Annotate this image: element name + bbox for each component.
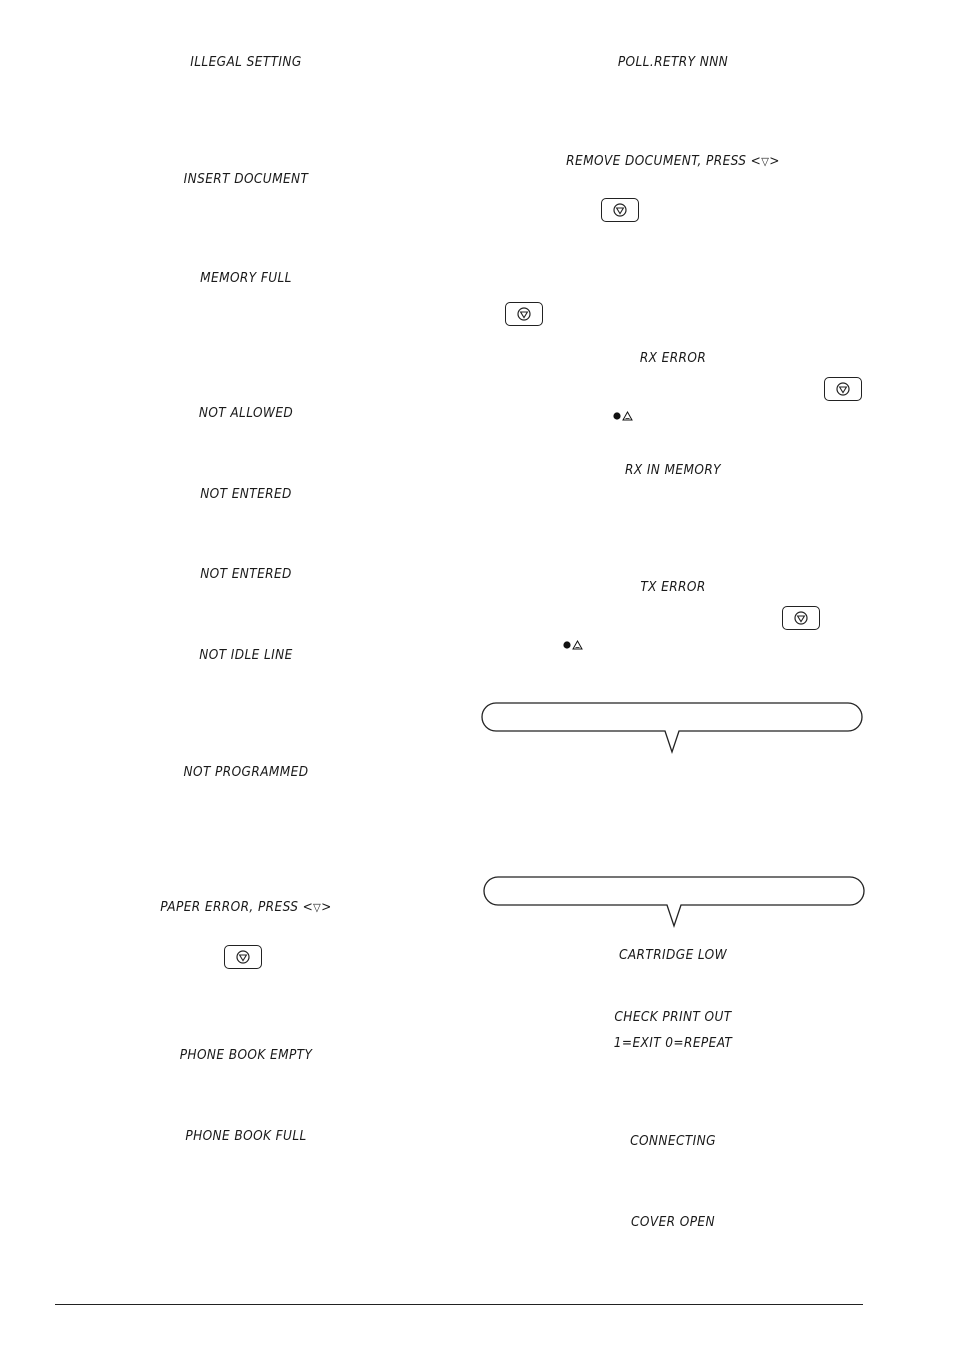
speech-bubble-callout [482, 874, 868, 930]
msg-check-print-out: CHECK PRINT OUT [614, 1009, 732, 1025]
dot-warning-indicator-icon [612, 410, 634, 422]
msg-connecting: CONNECTING [630, 1133, 716, 1149]
stop-key-icon [824, 377, 862, 401]
msg-paper-error [160, 899, 332, 916]
msg-not-idle-line: NOT IDLE LINE [199, 647, 293, 663]
msg-rx-error: RX ERROR [639, 350, 707, 366]
msg-not-entered-1: NOT ENTERED [200, 486, 292, 502]
speech-bubble-callout [480, 700, 866, 756]
stop-key-icon [601, 198, 639, 222]
dot-warning-indicator-icon [562, 639, 584, 651]
msg-tx-error: TX ERROR [640, 579, 706, 595]
msg-not-entered-2: NOT ENTERED [200, 566, 292, 582]
paper-error-text: PAPER ERROR, PRESS < [160, 899, 314, 915]
down-triangle-icon: ▽ [313, 901, 322, 914]
msg-cartridge-low: CARTRIDGE LOW [618, 947, 728, 963]
msg-phone-book-empty: PHONE BOOK EMPTY [179, 1047, 313, 1063]
remove-document-text: REMOVE DOCUMENT, PRESS < [566, 153, 762, 169]
msg-not-programmed: NOT PROGRAMMED [183, 764, 309, 780]
msg-remove-document [566, 153, 780, 170]
msg-illegal-setting: ILLEGAL SETTING [190, 54, 302, 70]
stop-key-icon [505, 302, 543, 326]
msg-rx-in-memory: RX IN MEMORY [625, 462, 721, 478]
msg-phone-book-full: PHONE BOOK FULL [185, 1128, 307, 1144]
down-triangle-icon: ▽ [761, 155, 770, 168]
paper-error-suffix: > [321, 899, 332, 915]
footer-rule [55, 1304, 863, 1305]
stop-key-icon [224, 945, 262, 969]
msg-poll-retry: POLL.RETRY NNN [617, 54, 729, 70]
stop-key-icon [782, 606, 820, 630]
msg-cover-open: COVER OPEN [631, 1214, 715, 1230]
msg-memory-full: MEMORY FULL [200, 270, 292, 286]
msg-insert-document: INSERT DOCUMENT [183, 171, 309, 187]
msg-exit-repeat: 1=EXIT 0=REPEAT [613, 1035, 733, 1051]
msg-not-allowed: NOT ALLOWED [198, 405, 294, 421]
remove-document-suffix: > [769, 153, 780, 169]
